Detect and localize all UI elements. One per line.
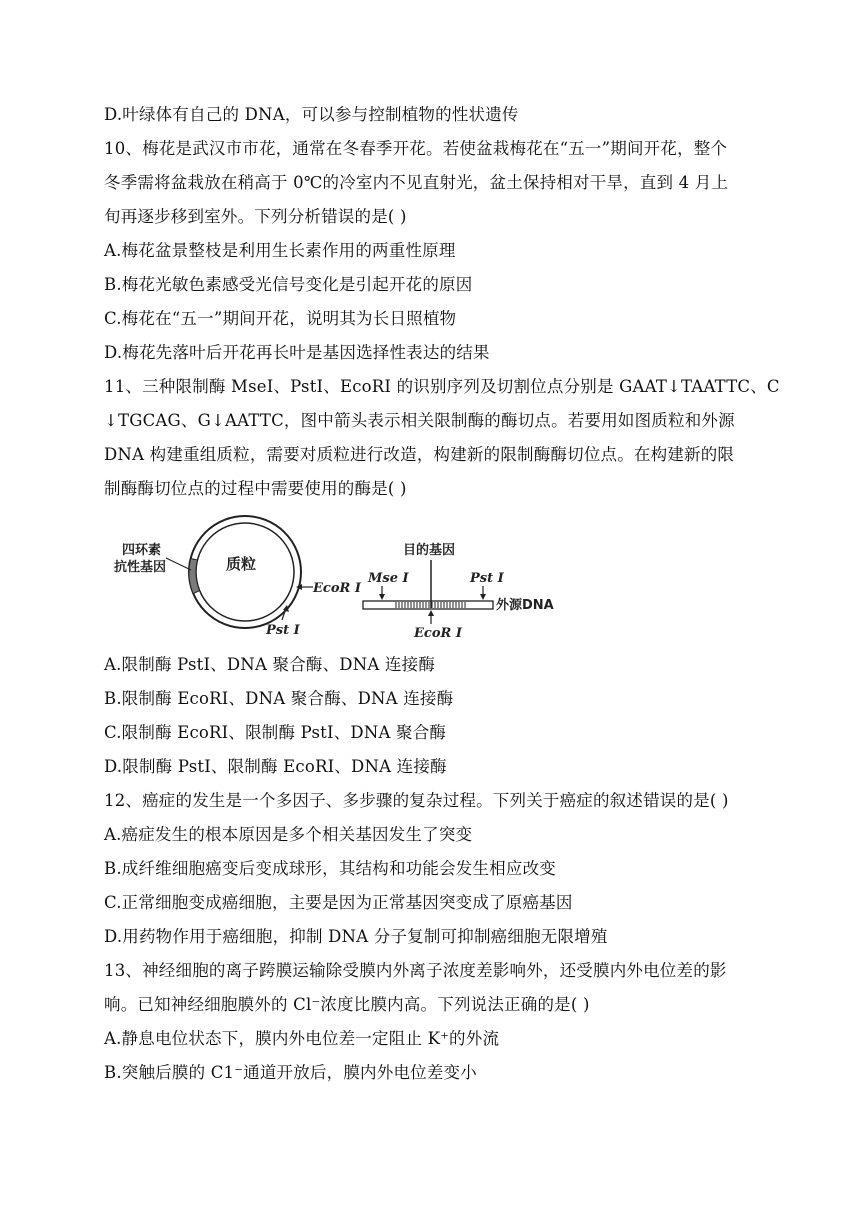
question-11-stem-line-3: DNA 构建重组质粒，需要对质粒进行改造，构建新的限制酶酶切位点。在构建新的限 bbox=[104, 445, 735, 464]
option-9d: D.叶绿体有自己的 DNA，可以参与控制植物的性状遗传 bbox=[104, 105, 519, 124]
option-12c: C.正常细胞变成癌细胞，主要是因为正常基因突变成了原癌基因 bbox=[104, 893, 573, 912]
mse-label: Mse I bbox=[368, 571, 409, 586]
option-10a: A.梅花盆景整枝是利用生长素作用的两重性原理 bbox=[104, 241, 456, 260]
target-gene-label: 目的基因 bbox=[403, 543, 456, 558]
foreign-dna-strand bbox=[363, 601, 493, 609]
plasmid-label: 质粒 bbox=[226, 555, 257, 573]
option-13a: A.静息电位状态下，膜内外电位差一定阻止 K⁺的外流 bbox=[104, 1029, 500, 1048]
option-12a: A.癌症发生的根本原因是多个相关基因发生了突变 bbox=[104, 825, 473, 844]
option-10b: B.梅花光敏色素感受光信号变化是引起开花的原因 bbox=[104, 275, 473, 294]
question-10-stem-line-1: 10、梅花是武汉市市花，通常在冬春季开花。若使盆栽梅花在“五一”期间开花，整个 bbox=[104, 139, 728, 158]
question-10-stem-line-2: 冬季需将盆栽放在稍高于 0℃的冷室内不见直射光，盆土保持相对干旱，直到 4 月上 bbox=[104, 173, 729, 192]
option-12d: D.用药物作用于癌细胞，抑制 DNA 分子复制可抑制癌细胞无限增殖 bbox=[104, 927, 608, 946]
question-13-stem-line-1: 13、神经细胞的离子跨膜运输除受膜内外离子浓度差影响外，还受膜内外电位差的影 bbox=[104, 961, 727, 980]
pst-arrowhead bbox=[480, 594, 486, 600]
plasmid-gene-label-1: 四环素 bbox=[122, 543, 162, 558]
question-13-stem-line-2: 响。已知神经细胞膜外的 Cl⁻浓度比膜内高。下列说法正确的是( ) bbox=[104, 995, 590, 1014]
option-11c: C.限制酶 EcoRI、限制酶 PstI、DNA 聚合酶 bbox=[104, 723, 447, 742]
question-11-stem-line-4: 制酶酶切位点的过程中需要使用的酶是( ) bbox=[104, 479, 407, 498]
option-11b: B.限制酶 EcoRI、DNA 聚合酶、DNA 连接酶 bbox=[104, 689, 454, 708]
plasmid-gene-label-2: 抗性基因 bbox=[114, 560, 167, 575]
plasmid-ecori-label: EcoR I bbox=[313, 581, 361, 596]
pst-label: Pst I bbox=[470, 571, 504, 586]
plasmid-pst-label: Pst I bbox=[266, 623, 300, 638]
plasmid-diagram bbox=[114, 516, 362, 638]
ecori-arrowhead bbox=[428, 610, 434, 616]
option-10d: D.梅花先落叶后开花再长叶是基因选择性表达的结果 bbox=[104, 343, 490, 362]
option-13b: B.突触后膜的 C1⁻通道开放后，膜内外电位差变小 bbox=[104, 1063, 477, 1082]
plasmid-dna-figure bbox=[110, 508, 570, 644]
gene-label-leader bbox=[166, 558, 191, 570]
ecori-label: EcoR I bbox=[414, 626, 462, 641]
question-10-stem-line-3: 旬再逐步移到室外。下列分析错误的是( ) bbox=[104, 207, 407, 226]
mse-arrowhead bbox=[379, 594, 385, 600]
option-11a: A.限制酶 PstI、DNA 聚合酶、DNA 连接酶 bbox=[104, 655, 436, 674]
option-11d: D.限制酶 PstI、限制酶 EcoRI、DNA 连接酶 bbox=[104, 757, 447, 776]
question-11-stem-line-1: 11、三种限制酶 MseI、PstI、EcoRI 的识别序列及切割位点分别是 GAAT↓TAATTC、C bbox=[104, 377, 780, 396]
option-10c: C.梅花在“五一”期间开花，说明其为长日照植物 bbox=[104, 309, 457, 328]
option-12b: B.成纤维细胞癌变后变成球形，其结构和功能会发生相应改变 bbox=[104, 859, 556, 878]
foreign-dna-diagram bbox=[363, 542, 554, 641]
question-11-stem-line-2: ↓TGCAG、G↓AATTC，图中箭头表示相关限制酶的酶切点。若要用如图质粒和外源 bbox=[104, 411, 735, 430]
question-12-stem: 12、癌症的发生是一个多因子、多步骤的复杂过程。下列关于癌症的叙述错误的是( ) bbox=[104, 791, 729, 810]
foreign-dna-label: 外源DNA bbox=[496, 598, 554, 613]
figure-svg bbox=[110, 508, 570, 644]
